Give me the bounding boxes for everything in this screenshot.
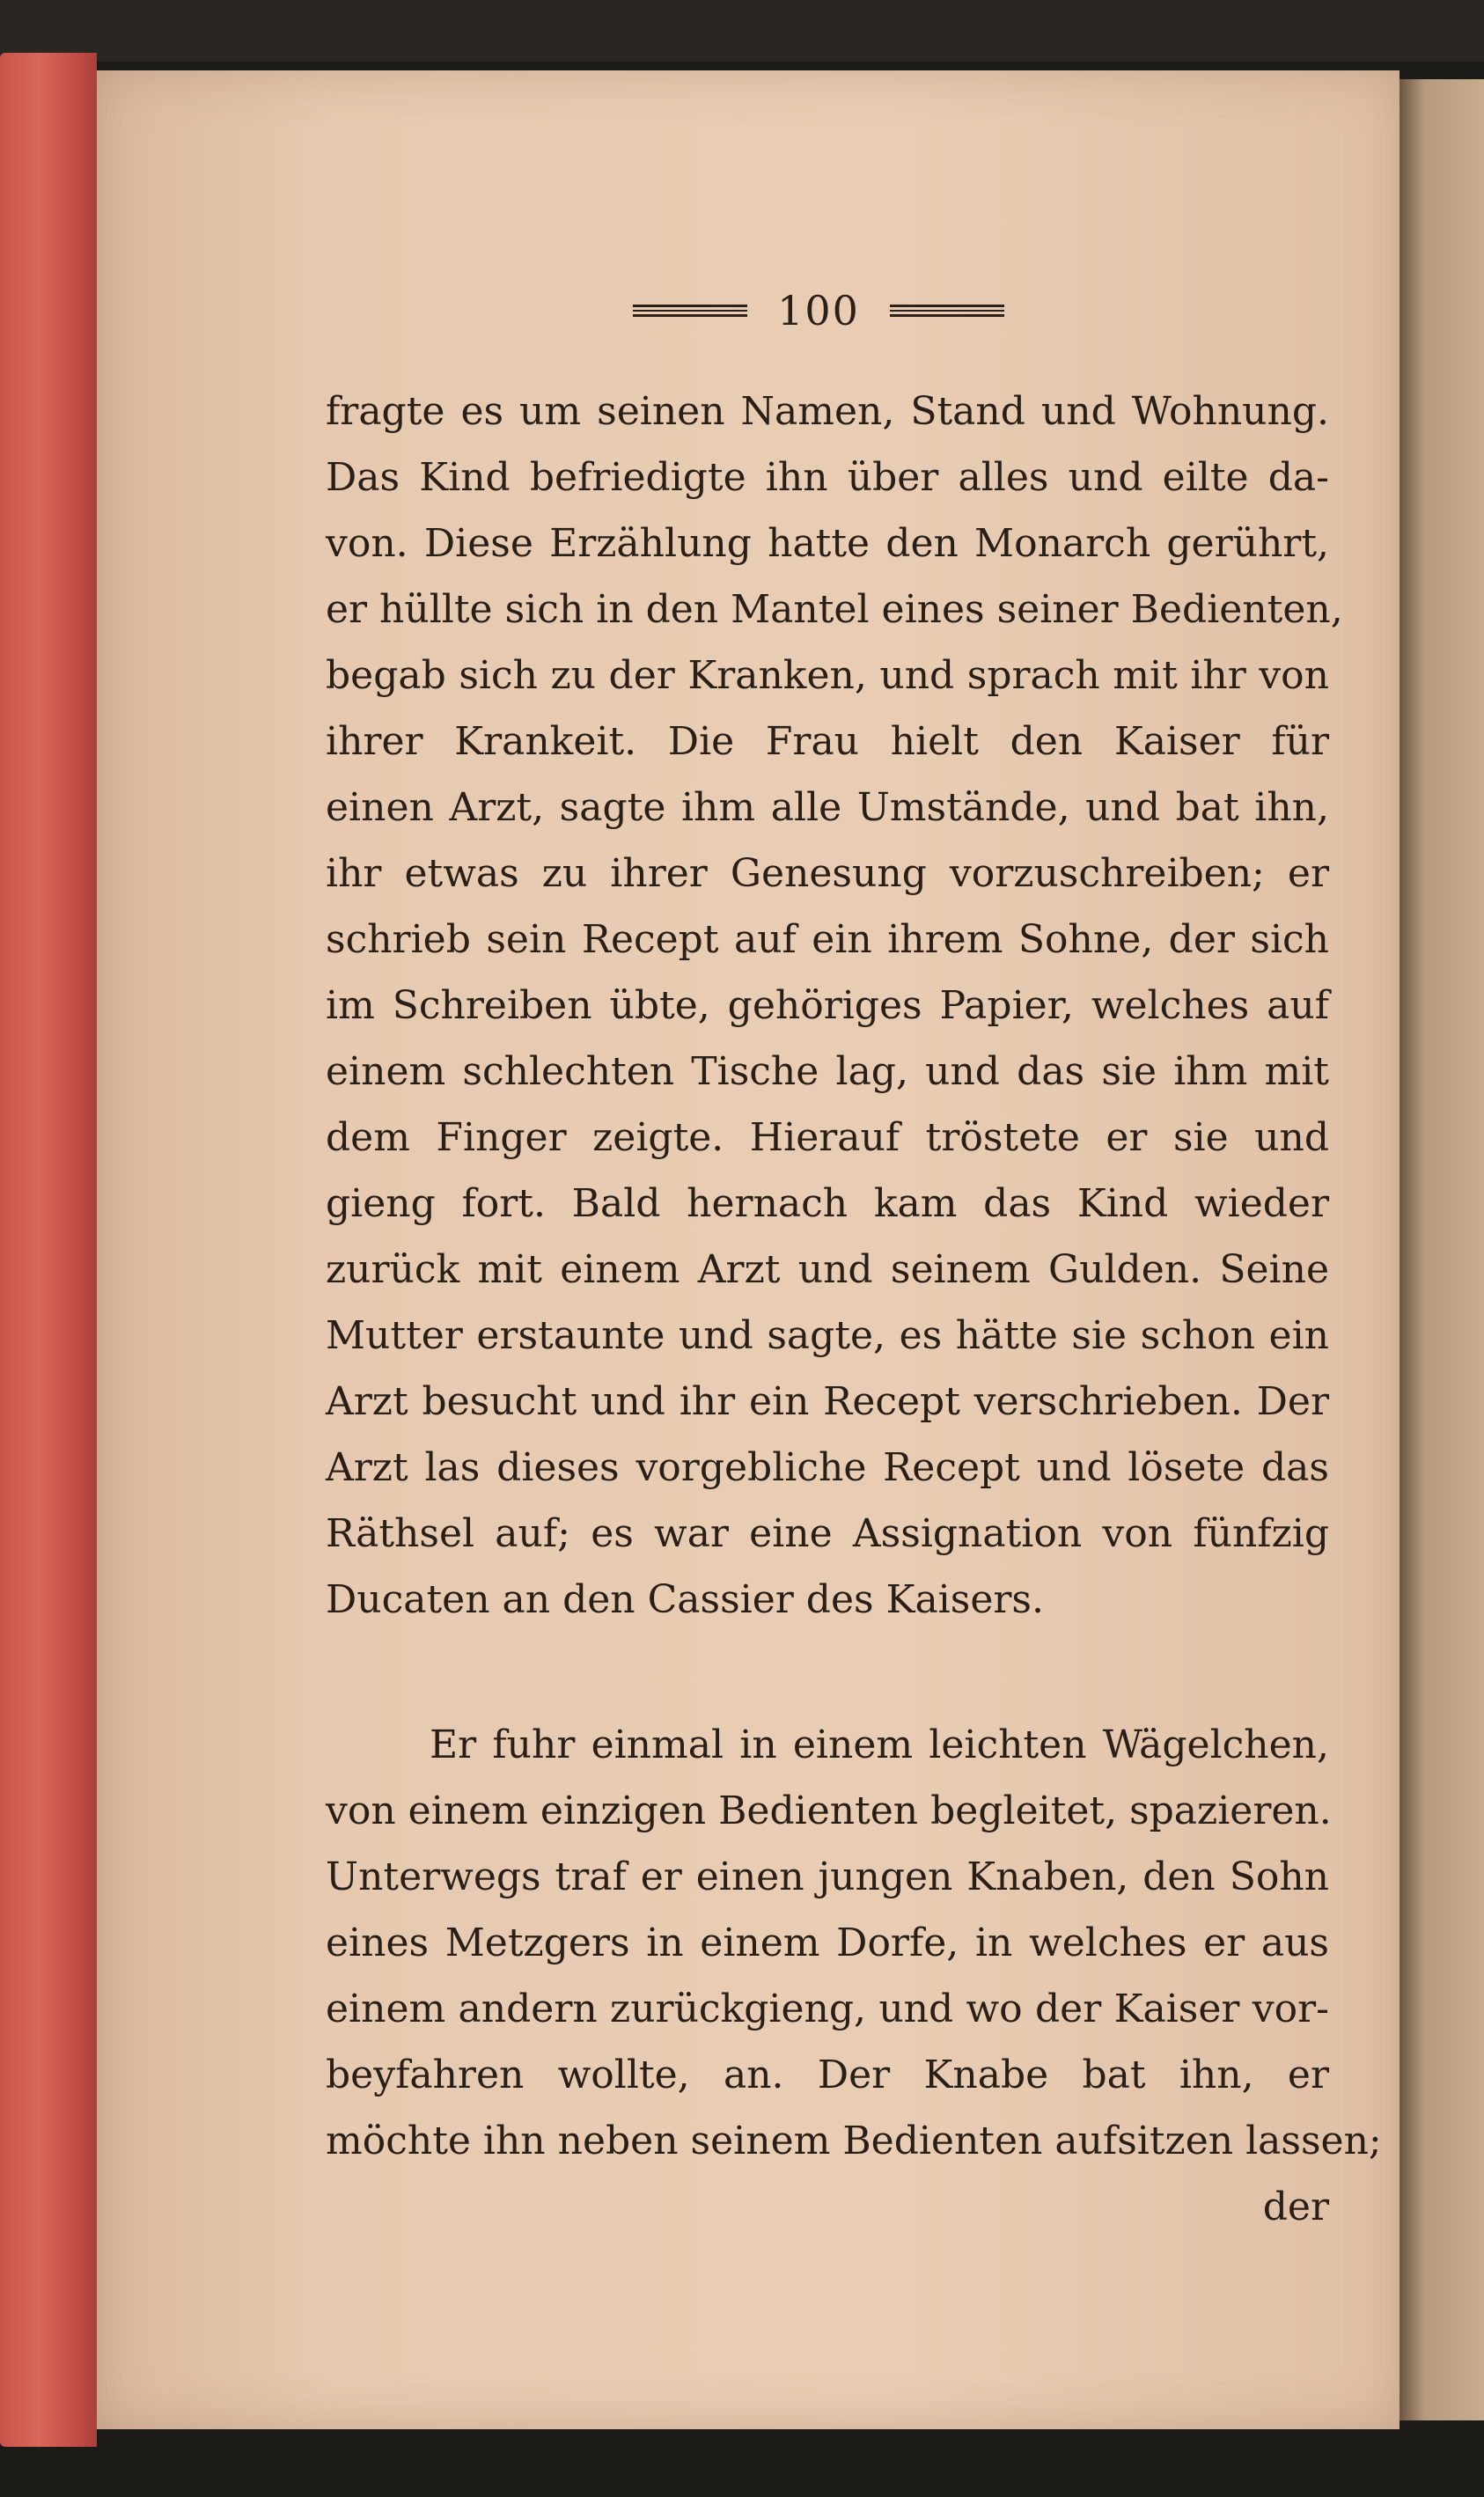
text-line: ihrer Krankeit. Die Frau hielt den Kaiser für	[326, 719, 1329, 764]
book-page-edges	[0, 53, 97, 2447]
catchword: der	[1262, 2185, 1329, 2229]
text-line: Unterwegs traf er einen jungen Knaben, den Sohn	[326, 1854, 1329, 1899]
text-line: fragte es um seinen Namen, Stand und Wohnung.	[326, 389, 1329, 434]
page-number: 100	[777, 287, 860, 334]
text-line: Ducaten an den Cassier des Kaisers.	[326, 1577, 1044, 1622]
text-line: von. Diese Erzählung hatte den Monarch gerührt,	[326, 521, 1329, 566]
text-line: ihr etwas zu ihrer Genesung vorzuschreiben; er	[326, 851, 1329, 896]
text-line: schrieb sein Recept auf ein ihrem Sohne, der sich	[326, 917, 1329, 962]
header-rule-left	[633, 305, 747, 317]
page-header	[616, 280, 1021, 342]
text-line: Arzt besucht und ihr ein Recept verschrieben. Der	[326, 1379, 1329, 1424]
text-line: einen Arzt, sagte ihm alle Umstände, und bat ihn,	[326, 785, 1329, 830]
page-body	[326, 378, 1382, 2240]
text-line: zurück mit einem Arzt und seinem Gulden. Seine	[326, 1247, 1329, 1292]
text-line: von einem einzigen Bedienten begleitet, spazieren.	[326, 1788, 1332, 1833]
text-line: beyfahren wollte, an. Der Knabe bat ihn, er	[326, 2053, 1329, 2097]
paragraph-1	[326, 378, 1343, 1633]
text-line: im Schreiben übte, gehöriges Papier, welches auf	[326, 983, 1329, 1028]
text-line: er hüllte sich in den Mantel eines seiner Bedienten,	[326, 587, 1343, 632]
text-line: Mutter erstaunte und sagte, es hätte sie schon ein	[326, 1313, 1329, 1358]
text-line: Arzt las dieses vorgebliche Recept und lösete das	[326, 1445, 1329, 1490]
paragraph-gap	[326, 1633, 1329, 1712]
text-line: Er fuhr einmal in einem leichten Wägelchen,	[430, 1722, 1329, 1767]
text-line: begab sich zu der Kranken, und sprach mit ihr von	[326, 653, 1329, 698]
paragraph-2	[326, 1712, 1382, 2174]
facing-page-edge	[1400, 79, 1484, 2420]
text-line: Räthsel auf; es war eine Assignation von fünfzig	[326, 1511, 1329, 1556]
text-line: möchte ihn neben seinem Bedienten aufsitzen lassen;	[326, 2119, 1382, 2163]
scan-background	[0, 0, 1484, 62]
text-line: dem Finger zeigte. Hierauf tröstete er sie und	[326, 1115, 1329, 1160]
text-line: Das Kind befriedigte ihn über alles und eilte da-	[326, 455, 1329, 500]
text-line: einem schlechten Tische lag, und das sie ihm mit	[326, 1049, 1329, 1094]
header-rule-right	[890, 305, 1004, 317]
text-line: einem andern zurückgieng, und wo der Kaiser vor-	[326, 1987, 1329, 2031]
text-line: gieng fort. Bald hernach kam das Kind wieder	[326, 1181, 1329, 1226]
text-line: eines Metzgers in einem Dorfe, in welches er aus	[326, 1920, 1329, 1965]
